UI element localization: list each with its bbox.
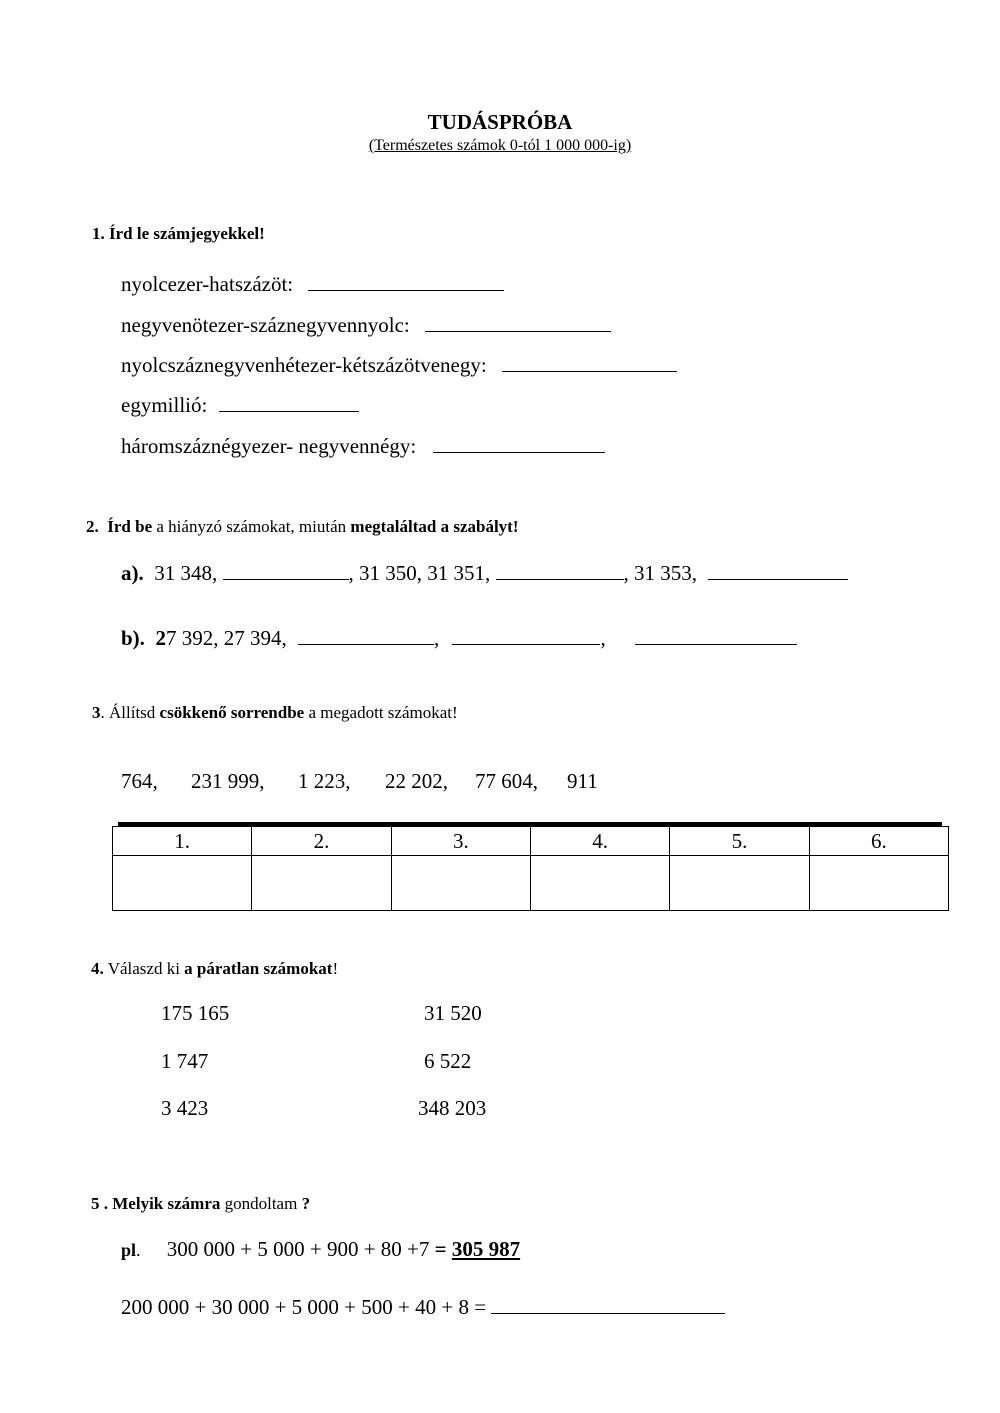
q1-item-1-label: nyolcezer-hatszázöt:	[121, 272, 294, 296]
ordering-table-answer-row	[113, 856, 949, 911]
q3-heading-bold: csökkenő sorrendbe	[159, 703, 305, 722]
q1-item-3-label: nyolcszáznegyvenhétezer-kétszázötvenegy:	[121, 353, 487, 377]
q4-number-right-1[interactable]: 31 520	[424, 1001, 482, 1025]
q3-number-3: 1 223,	[298, 769, 351, 793]
q4-heading-bold: a páratlan számokat	[184, 959, 333, 978]
q2-b-label: b).	[121, 626, 145, 650]
ordering-answer-cell-4[interactable]	[530, 856, 669, 911]
q2-a-blank-1[interactable]	[223, 561, 349, 580]
q2-number: 2.	[86, 517, 99, 536]
ordering-col-6-header: 6.	[809, 827, 948, 856]
q1-answer-2-blank[interactable]	[425, 313, 611, 332]
ordering-answer-cell-1[interactable]	[113, 856, 252, 911]
ordering-col-5-header: 5.	[670, 827, 809, 856]
q1-item-3	[121, 353, 677, 378]
q4-number-left-3[interactable]: 3 423	[161, 1096, 209, 1120]
q5-task-row	[121, 1295, 725, 1320]
q2-b-sep-1: ,	[433, 626, 440, 650]
q4-number-left-2[interactable]: 1 747	[161, 1049, 209, 1073]
q1-item-1	[121, 272, 504, 297]
q5-task-expression: 200 000 + 30 000 + 5 000 + 500 + 40 + 8 =	[121, 1295, 487, 1319]
q5-heading	[91, 1194, 310, 1214]
page-title: TUDÁSPRÓBA	[427, 110, 573, 134]
q5-example-equals: =	[429, 1237, 452, 1261]
q4-number-right-2[interactable]: 6 522	[424, 1049, 472, 1073]
q5-example-dot: .	[136, 1240, 141, 1260]
q2-heading-bold-1: Írd be	[107, 517, 153, 536]
q1-item-2	[121, 313, 611, 338]
ordering-table	[112, 826, 949, 911]
q1-item-5	[121, 434, 605, 459]
q5-heading-bold-2: ?	[301, 1194, 311, 1213]
q5-example-expression: 300 000 + 5 000 + 900 + 80 +7	[166, 1237, 430, 1261]
q2-a-label: a).	[121, 561, 144, 585]
q4-number: 4.	[91, 959, 104, 978]
q1-heading: 1. Írd le számjegyekkel!	[92, 224, 265, 243]
page-subtitle: (Természetes számok 0-tól 1 000 000-ig)	[368, 137, 632, 154]
q3-number-5: 77 604,	[475, 769, 538, 793]
q4-number-right-3[interactable]: 348 203	[418, 1096, 487, 1120]
q5-answer-blank[interactable]	[491, 1295, 725, 1314]
q3-number-1: 764,	[121, 769, 158, 793]
q3-number: 3	[92, 703, 101, 722]
ordering-col-1-header: 1.	[113, 827, 252, 856]
q2-b-blank-3[interactable]	[635, 626, 797, 645]
ordering-col-4-header: 4.	[530, 827, 669, 856]
q5-example-row	[121, 1237, 520, 1262]
q1-item-4	[121, 393, 359, 418]
q2-b-row	[121, 626, 797, 651]
q1-item-5-label: háromszáznégyezer- negyvennégy:	[121, 434, 417, 458]
q2-b-blank-1[interactable]	[298, 626, 434, 645]
q5-example-result: 305 987	[451, 1237, 521, 1261]
q2-a-blank-2[interactable]	[496, 561, 624, 580]
q2-b-blank-2[interactable]	[452, 626, 600, 645]
ordering-answer-cell-3[interactable]	[391, 856, 530, 911]
q2-heading	[86, 517, 519, 537]
q3-number-2: 231 999,	[191, 769, 265, 793]
q3-heading-pre: . Állítsd	[100, 703, 160, 722]
q2-heading-bold-2: megtaláltad a szabályt!	[350, 517, 519, 536]
q3-heading	[92, 703, 458, 723]
q3-heading-post: a megadott számokat!	[304, 703, 458, 722]
q2-a-part-1: 31 348,	[154, 561, 218, 585]
q1-item-2-label: negyvenötezer-száznegyvennyolc:	[121, 313, 410, 337]
q2-a-blank-3[interactable]	[708, 561, 848, 580]
q1-answer-3-blank[interactable]	[502, 353, 677, 372]
q2-a-part-2: , 31 350, 31 351,	[348, 561, 491, 585]
ordering-table-header-row	[113, 827, 949, 856]
q3-number-4: 22 202,	[385, 769, 448, 793]
ordering-col-2-header: 2.	[252, 827, 391, 856]
ordering-answer-cell-2[interactable]	[252, 856, 391, 911]
q5-heading-bold-1: 5 . Melyik számra	[91, 1194, 221, 1213]
q1-answer-4-blank[interactable]	[219, 393, 359, 412]
q2-heading-text: a hiányzó számokat, miután	[152, 517, 351, 536]
q2-b-sep-2: ,	[600, 626, 606, 650]
q2-a-row	[121, 561, 848, 586]
q4-number-left-1[interactable]: 175 165	[161, 1001, 230, 1025]
ordering-col-3-header: 3.	[391, 827, 530, 856]
q2-b-first-digit: 2	[155, 626, 166, 650]
q1-answer-1-blank[interactable]	[308, 272, 504, 291]
q4-heading	[91, 959, 338, 979]
q1-item-4-label: egymillió:	[121, 393, 208, 417]
ordering-answer-cell-6[interactable]	[809, 856, 948, 911]
q4-heading-pre: Válaszd ki	[103, 959, 185, 978]
q1-answer-5-blank[interactable]	[433, 434, 605, 453]
q5-example-label: pl	[121, 1240, 137, 1260]
q5-heading-text: gondoltam	[220, 1194, 302, 1213]
q2-a-part-3: , 31 353,	[623, 561, 697, 585]
q2-b-given: 7 392, 27 394,	[165, 626, 287, 650]
ordering-answer-cell-5[interactable]	[670, 856, 809, 911]
q3-number-6: 911	[567, 769, 598, 793]
q4-heading-post: !	[332, 959, 339, 978]
